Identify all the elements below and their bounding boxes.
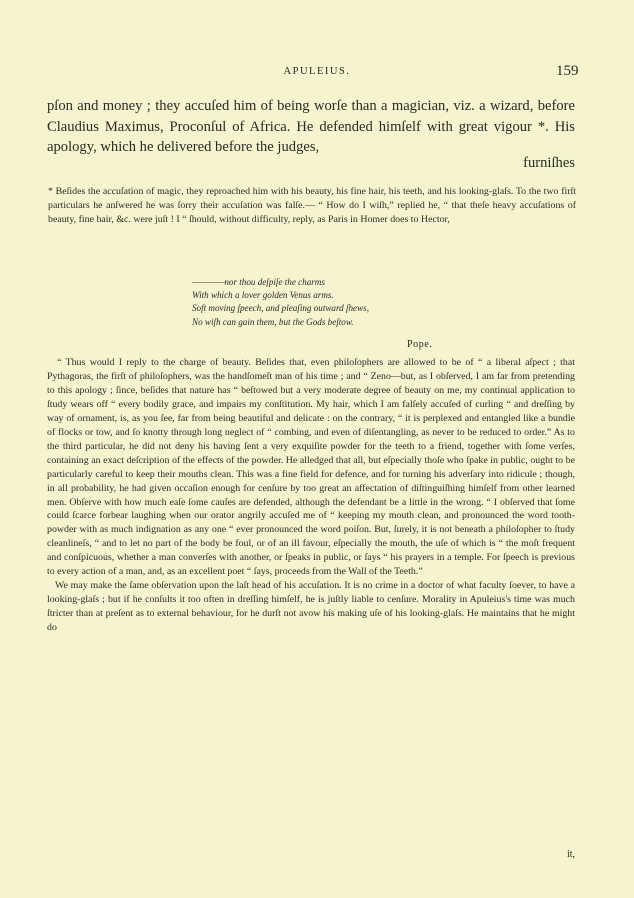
page-number: 159: [556, 63, 579, 79]
footnote-commentary: [47, 356, 575, 635]
verse-line-1-text: nor thou deſpiſe the charms: [224, 277, 325, 287]
verse-line-1: [192, 276, 452, 289]
footnote-intro: [48, 185, 576, 227]
verse-line-3: Soft moving ſpeech, and pleaſing outward ſhews,: [192, 303, 369, 314]
footnote-catchword: it,: [566, 849, 575, 860]
commentary-paragraph-1: “ Thus would I reply to the charge of beauty. Beſides that, even philoſophers are allowed to be of “ a liberal aſpect ; that Pythagoras, the firſt of philoſophers, was the handſomeſt man of his time ; and “ Zeno—but, as I obſerved, I am far from pretending to this apology ; ſince, beſides that nature has “ beſtowed but a very moderate degree of beauty on me, my continual application to ſtudy wears off “ every bodily grace, and impairs my conſtitution. My hair, which I am falſely accuſed of curling “ and dreſſing by way of ornament, is, as you ſee, far from being beautiful and delicate : on the contrary, “ it is perplexed and entangled like a bundle of flocks or tow, and ſo knotty through long neglect of “ combing, and even of diſentangling, as never to be reduced to order.” As to the third particular, he did not deny his having ſent a very exquiſite powder for the teeth to a friend, together with ſome verſes, containing an exact deſcription of the effects of the powder. He alledged that all, but eſpecially thoſe who ſpake in public, ought to be particularly careful to keep their mouths clean. This was a fine field for defence, and for turning his adverſary into ridicule ; though, in all probability, he had given occaſion enough for cenſure by too great an affectation of diſtinguiſhing himſelf from other learned men. Obſerve with how much eaſe ſome cauſes are defended, although the defendant be a little in the wrong. “ I obſerved that ſome could ſcarce forbear laughing when our orator angrily accuſed me of “ keeping my mouth clean, and pronounced the word tooth-powder with as much indignation as any one “ ever pronounced the word poiſon. But, ſurely, it is not beneath a philoſopher to ſtudy cleanlineſs, “ and to let no part of the body be foul, or of an ill favour, eſpecially the mouth, the uſe of which is “ the moſt frequent and conſpicuous, whether a man converſes with another, or ſpeaks in public, or ſays “ his prayers in a temple. For ſpeech is previous to every action of a man, and, as an excellent poet “ ſays, proceeds from the Wall of the Teeth.”: [47, 357, 575, 578]
verse-quotation: [192, 276, 452, 329]
commentary-paragraph-2: We may make the ſame obſervation upon the laſt head of his accuſation. It is no crime in a doctor of what faculty ſoever, to have a looking-glaſs ; but if he conſults it too often in dreſſing himſelf, he is juſtly liable to cenſure. Morality in Apuleius's time was much ſtricter than at preſent as to external behaviour, for he durſt not avow his making uſe of his looking-glaſs. He maintains that he might do: [47, 580, 575, 634]
verse-line-4: No wiſh can gain them, but the Gods beſtow.: [192, 316, 354, 327]
running-head: APULEIUS.: [283, 66, 351, 77]
main-catchword: furniſhes: [523, 155, 575, 171]
verse-dash: ————: [192, 277, 225, 287]
verse-attribution: Pope.: [407, 339, 433, 350]
footnote-intro-text: * Beſides the accuſation of magic, they reproached him with his beauty, his fine hair, his teeth, and his looking-glaſs. To the two firſt particulars he anſwered he was ſorry their accuſation was falſe.— “ How do I wiſh,” replied he, “ that theſe heavy accuſations of beauty, fine hair, &c. were juſt ! I “ ſhould, without difficulty, reply, as Paris in Homer does to Hector,: [48, 186, 576, 226]
verse-line-2: With which a lover golden Venus arms.: [192, 290, 334, 301]
main-body-text: pſon and money ; they accuſed him of being worſe than a magician, viz. a wizard, before Claudius Maximus, Proconſul of Africa. He defended himſelf with great vigour *. His apology, which he delivered before the judges,: [47, 98, 575, 156]
